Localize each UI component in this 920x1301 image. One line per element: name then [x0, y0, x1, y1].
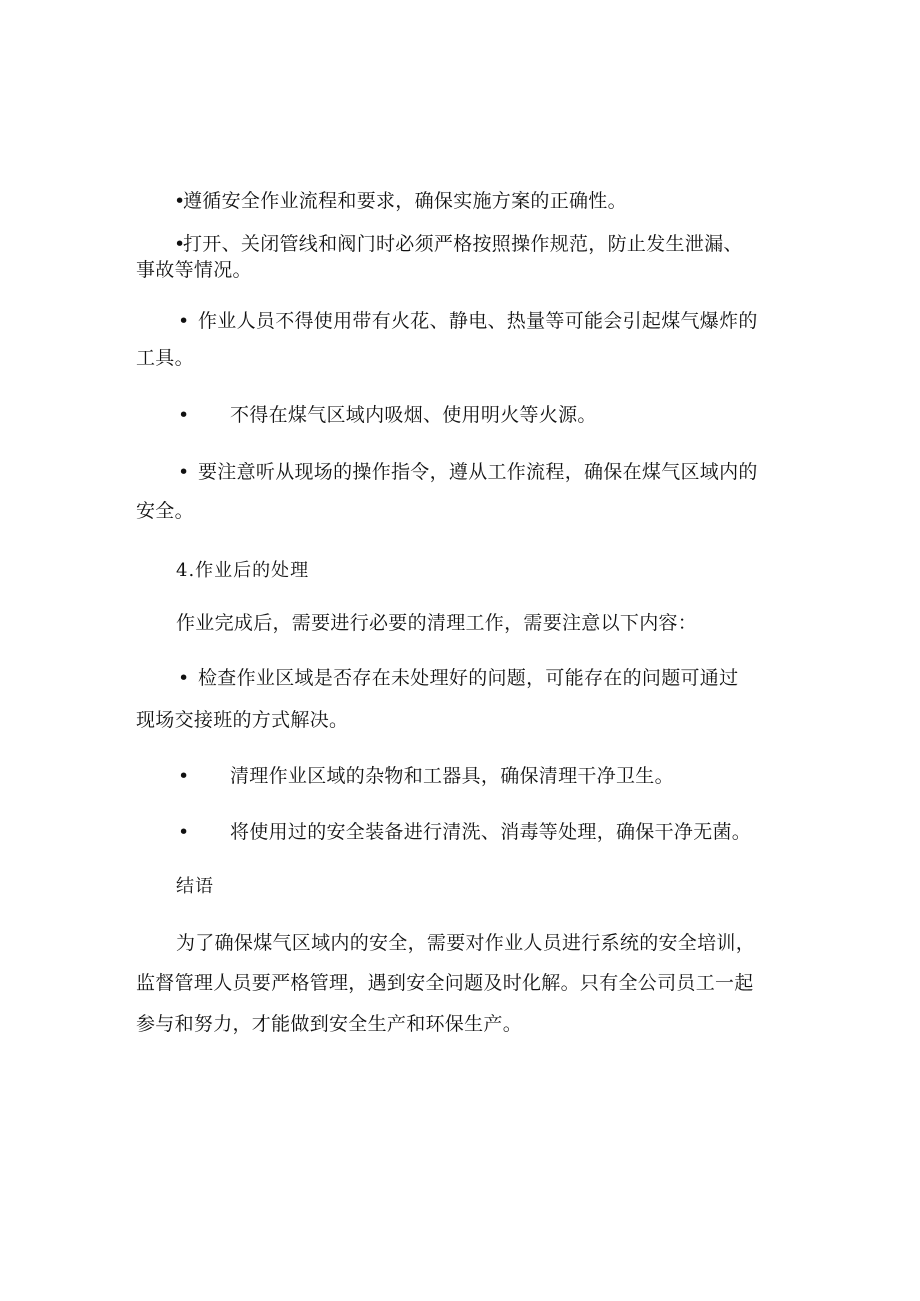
bullet-item-text: 打开、关闭管线和阀门时必须严格按照操作规范，防止发生泄漏、	[183, 233, 743, 255]
bullet-item-text-continued: 工具。	[136, 347, 194, 369]
bullet-marker: •	[178, 667, 190, 689]
conclusion-text: 为了确保煤气区域内的安全，需要对作业人员进行系统的安全培训，	[176, 932, 756, 954]
bullet-item-text: 遵循安全作业流程和要求，确保实施方案的正确性。	[183, 190, 627, 212]
bullet-item-text: 作业人员不得使用带有火花、静电、热量等可能会引起煤气爆炸的	[198, 310, 758, 332]
conclusion-text: 参与和努力，才能做到安全生产和环保生产。	[136, 1013, 523, 1035]
bullet-item-text: 检查作业区域是否存在未处理好的问题，可能存在的问题可通过	[198, 667, 739, 689]
section-intro: 作业完成后，需要进行必要的清理工作，需要注意以下内容：	[176, 612, 698, 634]
conclusion-heading: 结语	[176, 876, 214, 897]
bullet-item-text: 将使用过的安全装备进行清洗、消毒等处理，确保干净无菌。	[230, 821, 752, 843]
section-heading: 4.作业后的处理	[176, 560, 310, 581]
bullet-marker: •	[174, 233, 186, 255]
bullet-marker: •	[174, 190, 186, 212]
bullet-item-text: 不得在煤气区域内吸烟、使用明火等火源。	[230, 404, 597, 426]
bullet-marker: •	[178, 310, 190, 332]
bullet-marker: •	[178, 404, 190, 426]
conclusion-text: 监督管理人员要严格管理，遇到安全问题及时化解。只有全公司员工一起	[136, 972, 754, 994]
bullet-item-text: 清理作业区域的杂物和工器具，确保清理干净卫生。	[230, 765, 674, 787]
bullet-item-text-continued: 事故等情况。	[136, 259, 252, 281]
bullet-item-text-continued: 现场交接班的方式解决。	[136, 709, 349, 731]
bullet-item-text-continued: 安全。	[136, 500, 194, 522]
bullet-marker: •	[178, 821, 190, 843]
bullet-marker: •	[178, 461, 190, 483]
bullet-item-text: 要注意听从现场的操作指令，遵从工作流程，确保在煤气区域内的	[198, 461, 758, 483]
bullet-marker: •	[178, 765, 190, 787]
